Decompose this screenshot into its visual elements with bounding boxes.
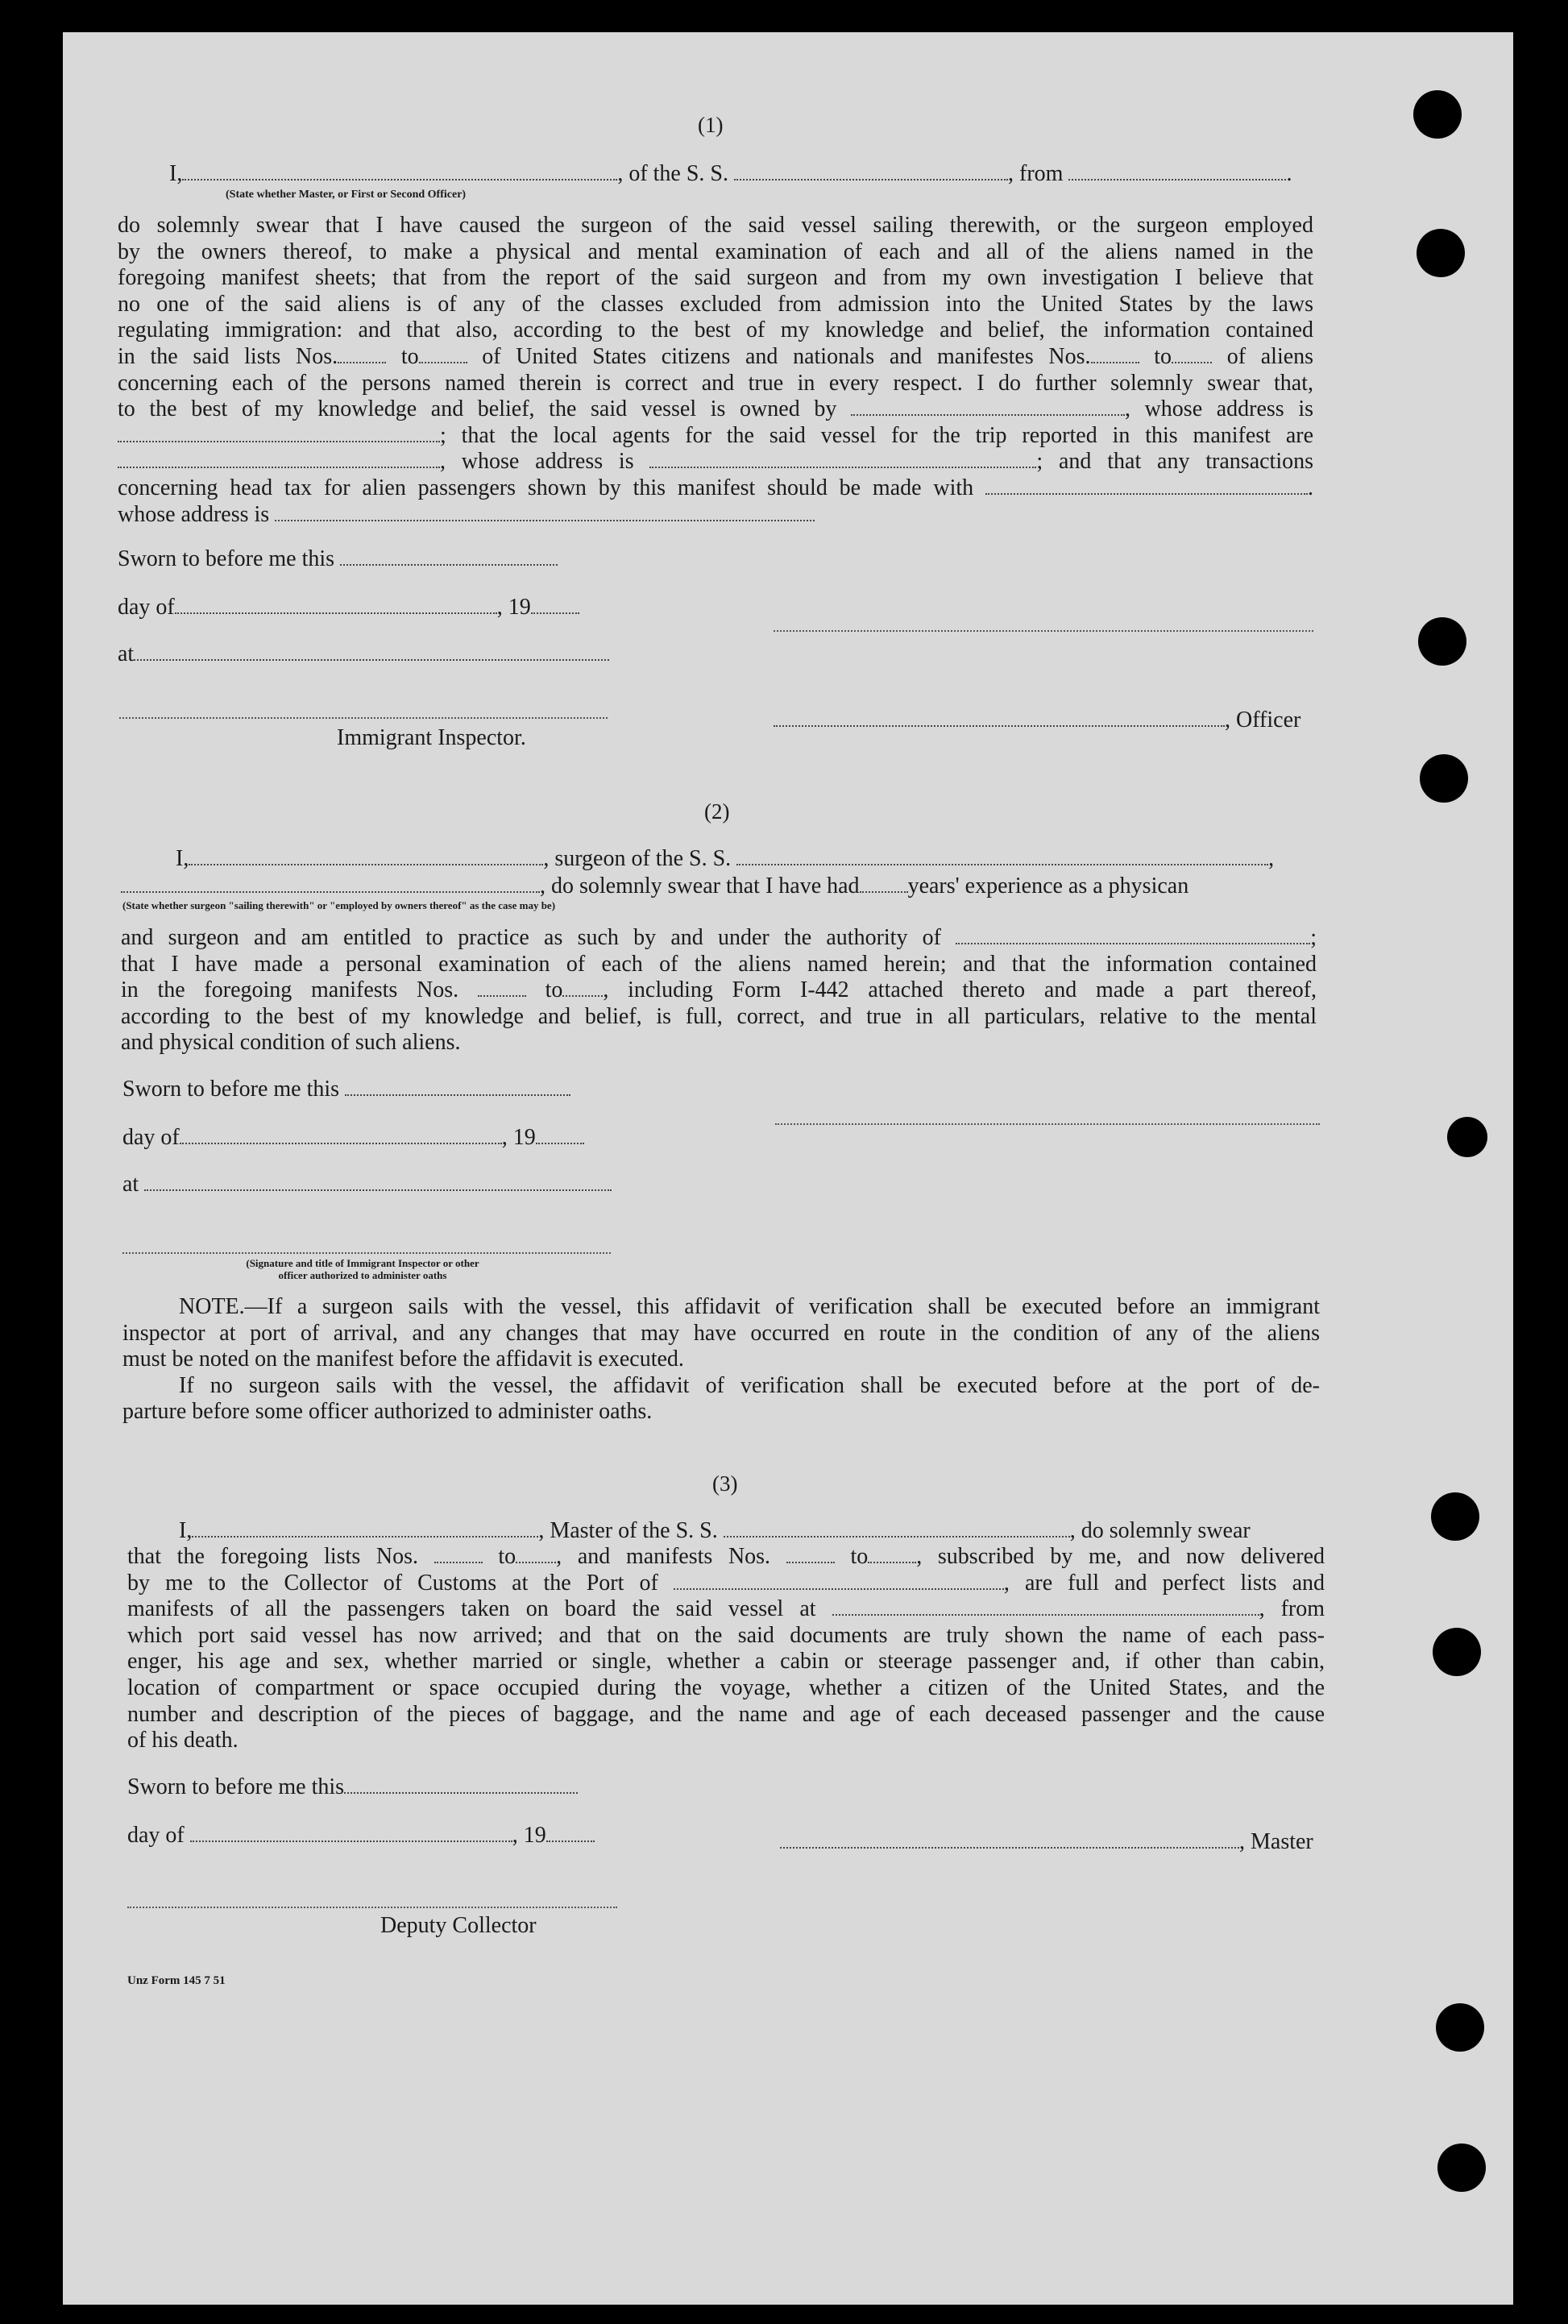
day-label: day of [118, 595, 175, 620]
s3-text: by me to the Collector of Customs at the Port of [127, 1570, 658, 1596]
officer-label: , Officer [1225, 708, 1301, 732]
years-field[interactable] [860, 875, 908, 893]
s2-text: , do solemnly swear that I have had [540, 874, 860, 898]
s2-status-note: (State whether surgeon "sailing therewith" or "employed by owners thereof" as the case may be) [122, 899, 556, 911]
s3-text: number and description of the pieces of baggage, and the name and age of each deceased passenger and the cause [127, 1701, 1325, 1727]
inspector-signature-line[interactable] [119, 717, 608, 719]
s3-text: , are full and perfect lists and [1003, 1570, 1325, 1596]
s3-text: , from [1259, 1596, 1325, 1622]
s1-line1 [169, 161, 1292, 187]
s2-line1 [176, 846, 1274, 872]
owner-field[interactable] [851, 398, 1125, 416]
vessel-name-field[interactable] [734, 163, 1008, 181]
s2-text: , including Form I-442 attached thereto and made a part thereof, [603, 977, 1317, 1003]
s2-day [122, 1125, 584, 1151]
s2-manifests-line [121, 977, 1317, 1004]
s2-comma: , [1268, 846, 1275, 871]
s1-text: to the best of my knowledge and belief, the said vessel is owned by [118, 396, 837, 422]
s2-text: years' experience as a physican [907, 874, 1189, 898]
s1-paragraph [118, 213, 1313, 528]
year-label: , 19 [496, 595, 531, 620]
s1-text: . [1308, 475, 1314, 500]
sworn-label: Sworn to before me this [127, 1774, 345, 1799]
s2-note [122, 1294, 1320, 1426]
s2-text: and physical condition of such aliens. [121, 1030, 461, 1056]
s3-lists-line [127, 1544, 1325, 1571]
year-field[interactable] [536, 1127, 584, 1144]
s1-text: concerning head tax for alien passengers shown by this manifest should be made with [118, 475, 974, 500]
from-port-field[interactable] [1068, 163, 1286, 181]
s1-text: by the owners thereof, to make a physical and mental examination of each and all of the aliens named in the [118, 239, 1313, 264]
s1-at [118, 641, 609, 667]
s1-agents-line [118, 423, 1313, 450]
s1-text: ; that the local agents for the said vessel for the trip reported in this manifest are [440, 422, 1313, 448]
punch-hole [1420, 754, 1468, 803]
lists-to-field[interactable] [419, 346, 467, 363]
surgeon-name-field[interactable] [189, 848, 543, 865]
sworn-date-field[interactable] [345, 1078, 570, 1096]
s2-paragraph [121, 925, 1317, 1056]
agents-field[interactable] [118, 450, 440, 468]
master-sign-label: , Master [1239, 1829, 1313, 1854]
s1-lists-line [118, 344, 1313, 371]
footnote-text: officer authorized to administer oaths [278, 1269, 447, 1281]
place-field[interactable] [144, 1173, 612, 1191]
authority-field[interactable] [956, 927, 1310, 944]
s2-text: ; [1310, 925, 1317, 950]
s1-text: , whose address is [440, 449, 634, 475]
s3-paragraph [127, 1544, 1325, 1754]
note-text: must be noted on the manifest before the affidavit is executed. [122, 1347, 684, 1372]
s2-text: that I have made a personal examination of each of the aliens named herein; and that the information contained [121, 951, 1317, 977]
immigrant-inspector-label: Immigrant Inspector. [337, 725, 526, 750]
master-signature-field[interactable] [780, 1831, 1239, 1849]
surgeon-status-field[interactable] [121, 875, 540, 893]
s3-lists-from-field[interactable] [434, 1546, 483, 1563]
s2-text: in the foregoing manifests Nos. [121, 977, 459, 1003]
sworn-label: Sworn to before me this [118, 546, 335, 571]
s1-text: to [1154, 343, 1172, 369]
officer-name-field[interactable] [182, 163, 617, 181]
s2-signature-line[interactable] [775, 1123, 1320, 1125]
note-text: If no surgeon sails with the vessel, the affidavit of verification shall be executed before at the port of de- [179, 1372, 1320, 1398]
day-label: day of [127, 1823, 185, 1848]
punch-hole [1431, 1492, 1479, 1541]
s1-of-ss-label: , of the S. S. [617, 161, 729, 186]
master-label: , Master of the S. S. [538, 1518, 718, 1543]
day-label: day of [122, 1125, 180, 1150]
s1-signature-line[interactable] [774, 630, 1313, 632]
port-field[interactable] [674, 1572, 1004, 1590]
at-label: at [122, 1172, 139, 1197]
place-field[interactable] [134, 643, 609, 661]
s1-officer-note: (State whether Master, or First or Second Officer) [226, 189, 467, 201]
s1-owner-line [118, 396, 1313, 423]
s1-sworn [118, 546, 558, 572]
s1-text: in the said lists Nos. [118, 343, 338, 369]
section-3-number: (3) [712, 1471, 738, 1496]
master-name-field[interactable] [192, 1520, 538, 1538]
officer-signature-field[interactable] [774, 709, 1225, 727]
year-label: , 19 [512, 1823, 546, 1848]
s1-period: . [1286, 161, 1292, 186]
s1-i-label: I, [169, 161, 183, 186]
s3-manifests-from-field[interactable] [786, 1546, 835, 1563]
s3-text: to [498, 1544, 516, 1569]
swear-label: , do solemnly swear [1069, 1518, 1251, 1543]
s1-text: concerning each of the persons named therein is correct and true in every respect. I do further solemnly swear that, [118, 370, 1313, 396]
manifests-from-field[interactable] [1091, 346, 1139, 363]
s1-text: ; and that any transactions [1036, 449, 1313, 475]
manifests-to-field[interactable] [1172, 346, 1212, 363]
collector-signature-line[interactable] [127, 1907, 617, 1908]
s3-day [127, 1823, 595, 1849]
s2-text: according to the best of my knowledge and belief, is full, correct, and true in all particulars, relative to the mental [121, 1003, 1317, 1029]
owner-address-field[interactable] [118, 425, 440, 442]
punch-hole [1436, 2003, 1484, 2052]
s3-text: , subscribed by me, and now delivered [916, 1544, 1325, 1569]
s3-text: to [850, 1544, 869, 1569]
sworn-date-field[interactable] [344, 1776, 578, 1794]
s1-contact-address-line [118, 502, 1313, 529]
s3-lists-to-field[interactable] [516, 1546, 556, 1563]
s1-text: regulating immigration: and that also, according to the best of my knowledge and belief, the information contained [118, 317, 1313, 343]
punch-hole [1417, 229, 1465, 277]
punch-hole [1418, 617, 1466, 666]
section-2-number: (2) [704, 799, 730, 824]
s2-manifests-from-field[interactable] [478, 979, 526, 997]
surgeon-label: , surgeon of the S. S. [543, 846, 732, 871]
s3-manifests-to-field[interactable] [868, 1546, 916, 1563]
s1-text: do solemnly swear that I have caused the surgeon of the said vessel sailing therewith, or the surgeon employed [118, 213, 1313, 238]
s3-text: that the foregoing lists Nos. [127, 1544, 419, 1569]
note-text: inspector at port of arrival, and any changes that may have occurred en route in the condition of any of the aliens [122, 1320, 1320, 1346]
s3-boarded-line [127, 1596, 1325, 1623]
note-text: parture before some officer authorized to administer oaths. [122, 1399, 653, 1425]
s2-i-label: I, [176, 846, 189, 871]
deputy-collector-label: Deputy Collector [380, 1913, 537, 1938]
year-label: , 19 [501, 1125, 536, 1150]
s2-vessel-field[interactable] [736, 848, 1268, 865]
s3-vessel-field[interactable] [724, 1520, 1070, 1538]
contact-address-field[interactable] [275, 504, 815, 521]
punch-hole [1433, 1628, 1481, 1676]
footnote-text: (Signature and title of Immigrant Inspector or other [246, 1257, 479, 1269]
punch-hole [1437, 2143, 1486, 2192]
s3-text: , and manifests Nos. [556, 1544, 771, 1569]
s2-line2 [121, 874, 1188, 899]
month-field[interactable] [180, 1127, 502, 1144]
punch-hole [1447, 1117, 1487, 1157]
s3-text: which port said vessel has now arrived; and that on the said documents are truly shown the name of each pass- [127, 1622, 1325, 1648]
s1-text: , whose address is [1124, 396, 1314, 422]
s2-signature-footnote [161, 1257, 564, 1281]
lists-from-field[interactable] [338, 346, 386, 363]
s3-text: of his death. [127, 1728, 239, 1753]
s1-text: no one of the said aliens is of any of the classes excluded from admission into the United States by the laws [118, 291, 1313, 317]
inspector-signature-line[interactable] [122, 1252, 611, 1254]
agents-address-field[interactable] [649, 450, 1036, 468]
s3-text: manifests of all the passengers taken on board the said vessel at [127, 1596, 816, 1622]
at-label: at [118, 641, 135, 666]
sworn-label: Sworn to before me this [122, 1077, 340, 1102]
s2-text: to [545, 977, 563, 1003]
s1-agents-address-line [118, 449, 1313, 475]
s1-text: foregoing manifest sheets; that from the report of the said surgeon and from my own investigation I believe that [118, 265, 1313, 291]
s1-text: of aliens [1226, 343, 1314, 369]
punch-hole [1413, 90, 1462, 139]
s3-text: enger, his age and sex, whether married or single, whether a cabin or steerage passenger and, if other than cabin, [127, 1649, 1325, 1675]
form-identifier: Unz Form 145 7 51 [127, 1974, 226, 1987]
s2-authority-line [121, 925, 1317, 952]
s2-sworn [122, 1077, 570, 1102]
s3-text: location of compartment or space occupied during the voyage, whether a citizen of the United States, and the [127, 1675, 1325, 1700]
month-field[interactable] [190, 1824, 512, 1842]
s1-headtax-line [118, 475, 1313, 502]
s3-port-line [127, 1571, 1325, 1597]
s2-at [122, 1172, 612, 1197]
s3-line1 [179, 1518, 1251, 1544]
boarding-port-field[interactable] [832, 1598, 1259, 1616]
month-field[interactable] [175, 596, 497, 614]
s1-officer-line [774, 708, 1300, 733]
s3-sworn [127, 1774, 578, 1800]
s1-text: of United States citizens and nationals and manifestes Nos. [482, 343, 1091, 369]
section-1-number: (1) [698, 113, 724, 137]
s3-master-line [780, 1829, 1313, 1855]
headtax-contact-field[interactable] [985, 477, 1308, 495]
s1-from-label: , from [1008, 161, 1064, 186]
s1-day [118, 595, 579, 620]
s2-manifests-to-field[interactable] [562, 979, 603, 997]
sworn-date-field[interactable] [340, 548, 558, 566]
s2-text: and surgeon and am entitled to practice as such by and under the authority of [121, 925, 942, 950]
s1-text: whose address is [118, 501, 270, 527]
s3-i-label: I, [179, 1518, 193, 1543]
year-field[interactable] [546, 1824, 595, 1842]
s1-text: to [400, 343, 419, 369]
year-field[interactable] [531, 596, 579, 614]
note-text: NOTE.—If a surgeon sails with the vessel, this affidavit of verification shall be executed before an immigrant [179, 1294, 1320, 1319]
